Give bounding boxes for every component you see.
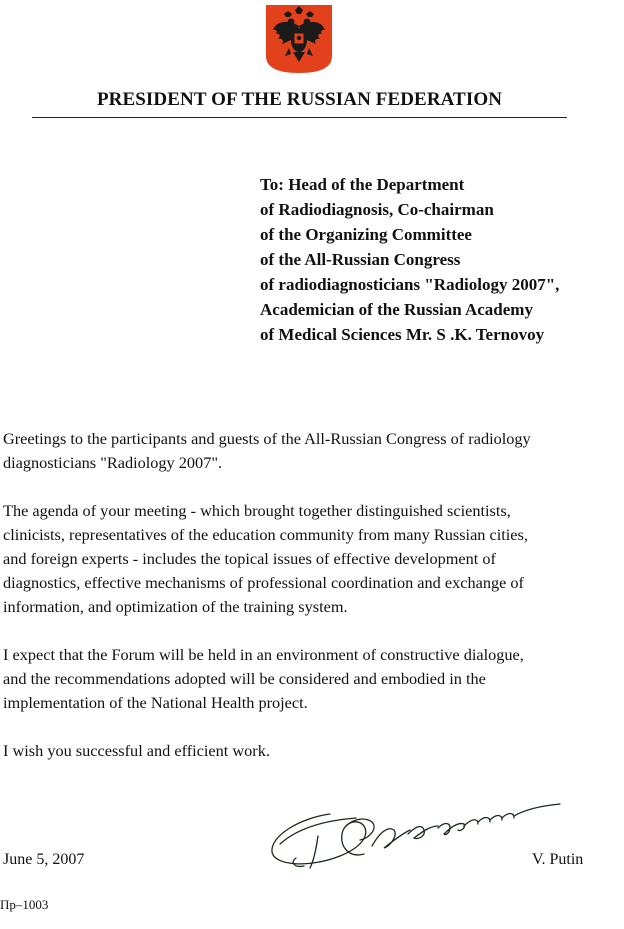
paragraph-line: diagnosticians "Radiology 2007". [3,453,223,472]
paragraph-line: information, and optimization of the training system. [3,597,348,616]
document-number: Пр–1003 [0,897,49,912]
address-line: of radiodiagnosticians "Radiology 2007", [260,275,560,294]
paragraph-line: implementation of the National Health project. [3,693,308,712]
letter-body [3,427,622,787]
coat-of-arms-icon [265,4,333,74]
address-line: of the Organizing Committee [260,225,472,244]
address-line: of Radiodiagnosis, Co-chairman [260,200,494,219]
handwritten-signature-icon [260,796,570,876]
expectation-paragraph [3,643,622,715]
paragraph-line: Greetings to the participants and guests of the All-Russian Congress of radiology [3,429,531,448]
recipient-address [260,172,620,347]
letterhead-title: PRESIDENT OF THE RUSSIAN FEDERATION [96,89,503,110]
letter-date: June 5, 2007 [3,851,85,868]
letterhead-rule [32,117,567,118]
paragraph-line: I expect that the Forum will be held in an environment of constructive dialogue, [3,645,524,664]
address-line: To: Head of the Department [260,175,465,194]
agenda-paragraph [3,499,622,619]
closing-paragraph [3,739,622,763]
paragraph-line: I wish you successful and efficient work. [3,741,270,760]
paragraph-line: The agenda of your meeting - which brought together distinguished scientists, [3,501,511,520]
signer-name: V. Putin [532,851,584,868]
address-line: of the All-Russian Congress [260,250,461,269]
address-line: of Medical Sciences Mr. S .K. Ternovoy [260,325,545,344]
paragraph-line: and the recommendations adopted will be considered and embodied in the [3,669,486,688]
paragraph-line: diagnostics, effective mechanisms of professional coordination and exchange of [3,573,524,592]
paragraph-line: clinicists, representatives of the education community from many Russian cities, [3,525,528,544]
paragraph-line: and foreign experts - includes the topical issues of effective development of [3,549,496,568]
address-line: Academician of the Russian Academy [260,300,533,319]
greeting-paragraph [3,427,622,475]
